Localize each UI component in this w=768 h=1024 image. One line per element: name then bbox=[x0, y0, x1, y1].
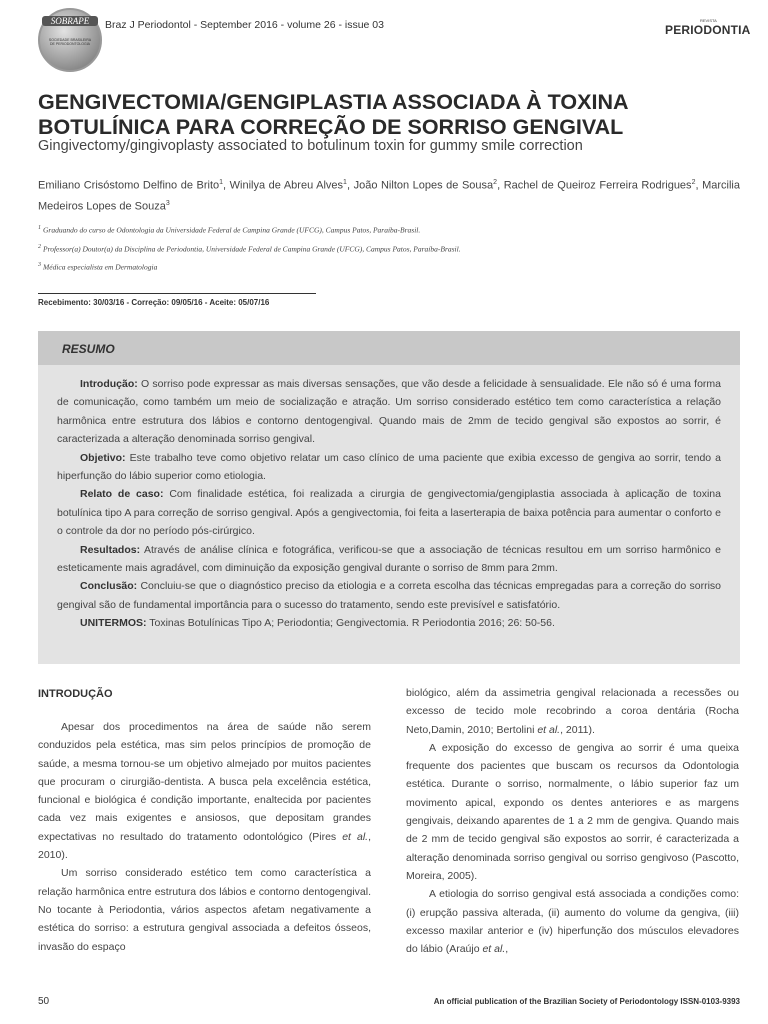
article-title: GENGIVECTOMIA/GENGIPLASTIA ASSOCIADA À TOXINA BOTULÍNICA PARA CORREÇÃO DE SORRISO GENGIVAL bbox=[38, 90, 628, 139]
body-text: biológico, além da assimetria gengival relacionada a recessões ou excesso de tecido mole recobrindo a coroa dentária (Rocha Neto,Damin, 2010; Bertolini bbox=[406, 687, 739, 736]
page-number: 50 bbox=[38, 996, 50, 1007]
et-al: et al. bbox=[482, 943, 506, 956]
abstract-text: Através de análise clínica e fotográfica, verificou-se que a associação de técnicas resultou em um sorriso harmônico e esteticamente mais agradável, com diminuição da exposição gengival durante o sorriso de 8mm para 2mm. bbox=[57, 543, 721, 575]
logo-text: SOBRAPE bbox=[42, 16, 98, 26]
footer-publication-note: An official publication of the Brazilian Society of Periodontology ISSN-0103-9393 bbox=[433, 997, 740, 1006]
author-separator: , bbox=[223, 179, 230, 192]
body-paragraph: A exposição do excesso de gengiva ao sorrir é uma queixa frequente dos pacientes que buscam os recursos da Odontologia estética. Durante o sorriso, normalmente, o lábio superior faz um movimento apical, expondo os dentes anteriores e as margens gengivais, deixando aparentes de 1 a 2 mm de gengiva. Quando mais de 2 mm de tecido gengival são expostos ao sorrir, é caracterizada a alteração denominada sorriso gengival ou sorriso gengivoso (Pascotto, Moreira, 2005). bbox=[406, 741, 739, 882]
body-paragraph bbox=[406, 885, 739, 958]
body-text: A etiologia do sorriso gengival está associada a condições como: (i) erupção passiva alterada, (ii) aumento do volume da gengiva, (iii) excesso maxilar anterior e (iv) hiperfunção dos músculos elevadores do lábio (Araújo bbox=[406, 888, 739, 956]
author-separator: , bbox=[497, 179, 504, 192]
affiliation-number: 2 bbox=[38, 243, 41, 250]
affiliation-number: 1 bbox=[38, 225, 41, 231]
author-separator: , bbox=[695, 179, 703, 192]
affiliation bbox=[38, 243, 740, 254]
author-affiliation-mark: 1 bbox=[219, 179, 224, 186]
author-separator: , bbox=[346, 179, 354, 192]
journal-brand: PERIODONTIA bbox=[665, 23, 751, 37]
article-subtitle: Gingivectomy/gingivoplasty associated to botulinum toxin for gummy smile correction bbox=[38, 138, 583, 154]
section-heading: INTRODUÇÃO bbox=[38, 688, 113, 700]
abstract-box bbox=[38, 331, 740, 664]
author-name: Emiliano Crisóstomo Delfino de Brito bbox=[38, 179, 220, 192]
affiliation bbox=[38, 224, 740, 235]
author-affiliation-mark: 2 bbox=[493, 179, 498, 186]
author-name: Marcilia Medeiros Lopes de Souza bbox=[38, 179, 740, 213]
et-al: et al. bbox=[537, 723, 561, 736]
affiliation-number: 3 bbox=[38, 262, 41, 268]
author-list bbox=[38, 174, 740, 215]
abstract-label: Objetivo: bbox=[80, 451, 126, 464]
abstract-conclusion bbox=[57, 577, 721, 614]
abstract-label: Relato de caso: bbox=[80, 488, 164, 501]
affiliation-text: Médica especialista em Dermatologia bbox=[43, 262, 158, 272]
submission-dates: Recebimento: 30/03/16 - Correção: 09/05/16 - Aceite: 05/07/16 bbox=[38, 298, 270, 307]
author-affiliation-mark: 1 bbox=[343, 179, 347, 186]
body-paragraph: Um sorriso considerado estético tem como característica a relação harmônica entre estrutura dos lábios e contorno dentogengival. No tocante à Periodontia, vários aspectos afetam negativamente a estética do sorriso: a estrutura gengival associada a defeitos ósseos, invasão do espaço bbox=[38, 867, 371, 953]
author-name: Winilya de Abreu Alves bbox=[229, 179, 344, 192]
abstract-case-report bbox=[57, 485, 721, 540]
abstract-text: Concluiu-se que o diagnóstico preciso da etiologia e a correta escolha das técnicas empregadas para a correção do sorriso gengival são de fundamental importância para o sucesso do tratamento, sendo este previsível e satisfatório. bbox=[57, 580, 721, 611]
body-column-left bbox=[38, 684, 371, 956]
affiliation-text: Professor(a) Doutor(a) da Disciplina de Periodontia, Universidade Federal de Campina Grande (UFCG), Campus Patos, Paraíba-Brasil. bbox=[43, 244, 461, 253]
abstract-label: Resultados: bbox=[80, 543, 141, 556]
abstract-objective bbox=[57, 449, 721, 486]
et-al: et al. bbox=[342, 830, 369, 843]
abstract-introduction bbox=[57, 375, 721, 449]
author-name: João Nilton Lopes de Sousa bbox=[353, 179, 494, 192]
brand-small-label: REVISTA bbox=[700, 18, 717, 23]
body-text: , 2011). bbox=[560, 723, 595, 736]
abstract-text: O sorriso pode expressar as mais diversas sensações, que vão desde a felicidade à sensualidade. Ele não só é uma forma de comunicação, como também um meio de socialização e atração. Um sorriso considerado estético tem como característica a relação harmônica entre estrutura dos lábios e contorno dentogengival. Quando mais de 2mm de tecido gengival são expostos ao sorrir, é caracterizada a alteração denominada sorriso gengival. bbox=[57, 378, 721, 446]
body-paragraph bbox=[38, 718, 371, 864]
abstract-label: Introdução: bbox=[80, 378, 138, 390]
abstract-text: Com finalidade estética, foi realizada a cirurgia de gengivectomia/gengiplastia associada à aplicação de toxina botulínica tipo A para correção de sorriso gengival. Após a gengivectomia, foi feita a laserterapia de baixa potência para aumentar o conforto e o controle da dor no período pós-cirúrgico. bbox=[57, 488, 721, 538]
body-text: , bbox=[505, 943, 509, 956]
abstract-body bbox=[38, 365, 740, 633]
author-affiliation-mark: 2 bbox=[691, 179, 696, 186]
sobrape-logo bbox=[38, 8, 102, 72]
body-column-right bbox=[406, 684, 739, 958]
body-text: Apesar dos procedimentos na área de saúde não serem conduzidos pela estética, mas sim pelos princípios de promoção de saúde, a mesma tornou-se um objetivo almejado por muitos pacientes que procuram o cirurgião-dentista. A busca pela excelência estética, funcional e biológica é condição importante, enaltecida por pacientes cada vez mais exigentes e ansiosos, que depositam grandes expectativas no resultado do tratamento odontológico (Pires bbox=[38, 721, 371, 843]
abstract-heading: RESUMO bbox=[38, 331, 740, 365]
abstract-label: UNITERMOS: bbox=[80, 617, 147, 630]
affiliation-text: Graduando do curso de Odontologia da Universidade Federal de Campina Grande (UFCG), Campus Patos, Paraíba-Brasil. bbox=[43, 225, 421, 235]
dates-divider bbox=[38, 293, 316, 294]
affiliation-list bbox=[38, 224, 740, 280]
author-affiliation-mark: 3 bbox=[165, 199, 170, 207]
affiliation bbox=[38, 261, 740, 272]
abstract-text: Toxinas Botulínicas Tipo A; Periodontia; Gengivectomia. R Periodontia 2016; 26: 50-56. bbox=[149, 617, 555, 630]
author-name: Rachel de Queiroz Ferreira Rodrigues bbox=[503, 179, 692, 192]
abstract-label: Conclusão: bbox=[80, 580, 138, 593]
page-header bbox=[0, 0, 768, 80]
abstract-keywords bbox=[57, 614, 721, 632]
logo-subtext: SOCIEDADE BRASILEIRA DE PERIODONTOLOGIA bbox=[48, 38, 92, 46]
journal-citation-line: Braz J Periodontol - September 2016 - volume 26 - issue 03 bbox=[105, 19, 384, 31]
abstract-text: Este trabalho teve como objetivo relatar um caso clínico de uma paciente que exibia excesso de gengiva ao sorrir, tendo a hiperfunção do lábio superior como etiologia. bbox=[57, 451, 721, 483]
abstract-results bbox=[57, 541, 721, 578]
body-text: , 2010). bbox=[38, 830, 371, 862]
body-paragraph bbox=[406, 684, 739, 739]
